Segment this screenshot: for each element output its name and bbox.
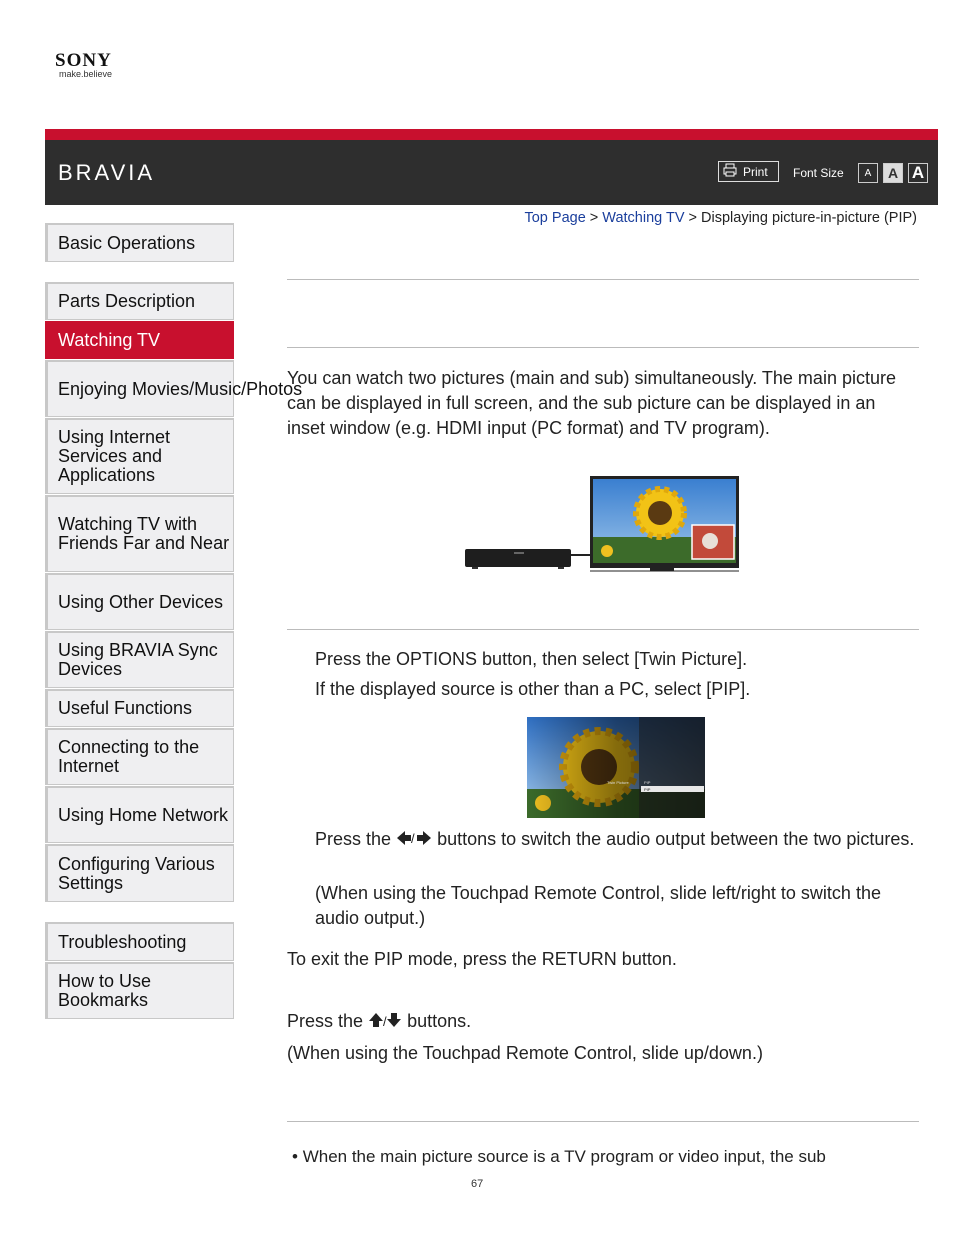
menu-twin-picture-label: Twin Picture <box>607 780 629 785</box>
header-accent-bar <box>45 129 938 140</box>
breadcrumb-separator: > <box>688 210 697 226</box>
step2-prefix: Press the <box>315 829 392 849</box>
twin-picture-menu-image <box>527 717 705 818</box>
sidebar-item-connecting-internet[interactable]: Connecting to the Internet <box>45 728 234 785</box>
note-text: When the main picture source is a TV program or video input, the sub <box>302 1147 826 1166</box>
svg-text:/: / <box>411 830 415 846</box>
left-right-arrow-icon <box>396 828 432 853</box>
brand-tagline: make.believe <box>59 69 113 79</box>
divider <box>287 629 919 630</box>
move-instructions <box>287 1009 471 1035</box>
sidebar-item-bookmarks[interactable]: How to Use Bookmarks <box>45 962 234 1019</box>
font-size-label: Font Size <box>793 166 844 180</box>
step2-text <box>315 827 915 853</box>
note-item <box>292 1146 826 1168</box>
step1-note: If the displayed source is other than a PC, select [PIP]. <box>315 679 751 699</box>
sidebar-item-internet-services[interactable]: Using Internet Services and Applications <box>45 418 234 494</box>
move-suffix: buttons. <box>407 1011 472 1031</box>
sony-logo: SONY <box>55 50 112 71</box>
step1-text: Press the OPTIONS button, then select [Twin Picture]. <box>315 649 748 669</box>
menu-option-2: PIP <box>644 787 651 792</box>
breadcrumb-watching-tv[interactable]: Watching TV <box>602 210 685 226</box>
sidebar-item-watching-with-friends[interactable]: Watching TV with Friends Far and Near <box>45 495 234 572</box>
sidebar-item-troubleshooting[interactable]: Troubleshooting <box>45 922 234 961</box>
sidebar-item-watching-tv[interactable]: Watching TV <box>45 321 234 359</box>
sidebar-item-basic-operations[interactable]: Basic Operations <box>45 223 234 262</box>
intro-paragraph: You can watch two pictures (main and sub) simultaneously. The main picture can be displayed in full screen, and the sub picture can be displayed in an inset window (e.g. HDMI input (PC format) and TV program). <box>287 368 896 438</box>
pip-illustration <box>464 475 740 573</box>
breadcrumb <box>524 210 917 226</box>
breadcrumb-current: Displaying picture-in-picture (PIP) <box>701 210 917 226</box>
sidebar-item-useful-functions[interactable]: Useful Functions <box>45 689 234 727</box>
breadcrumb-top-page[interactable]: Top Page <box>524 210 586 226</box>
page-number: 67 <box>471 1178 484 1190</box>
up-down-arrow-icon <box>368 1010 402 1035</box>
step2-suffix: buttons to switch the audio output between the two pictures. <box>437 829 915 849</box>
sidebar-item-enjoying-media[interactable]: Enjoying Movies/Music/Photos <box>45 360 234 417</box>
move-note: (When using the Touchpad Remote Control, slide up/down.) <box>287 1043 763 1063</box>
sidebar-item-home-network[interactable]: Using Home Network <box>45 786 234 843</box>
breadcrumb-separator: > <box>589 210 599 226</box>
print-label: Print <box>743 164 768 179</box>
sidebar-item-parts-description[interactable]: Parts Description <box>45 282 234 320</box>
sidebar-item-configuring-settings[interactable]: Configuring Various Settings <box>45 844 234 902</box>
bullet-icon: • <box>292 1147 298 1166</box>
menu-option-1: PIP <box>644 780 651 785</box>
print-button[interactable] <box>718 161 779 182</box>
sidebar-item-bravia-sync[interactable]: Using BRAVIA Sync Devices <box>45 631 234 688</box>
divider <box>287 1121 919 1122</box>
bravia-logo: BRAVIA <box>58 160 156 185</box>
exit-instructions: To exit the PIP mode, press the RETURN button. <box>287 949 677 969</box>
divider <box>287 279 919 280</box>
move-prefix: Press the <box>287 1011 364 1031</box>
sidebar-item-other-devices[interactable]: Using Other Devices <box>45 573 234 630</box>
font-size-medium-button[interactable]: A <box>883 163 903 183</box>
font-size-small-button[interactable]: A <box>858 163 878 183</box>
font-size-large-button[interactable]: A <box>908 163 928 183</box>
svg-text:/: / <box>383 1013 387 1028</box>
printer-icon <box>723 163 737 180</box>
divider <box>287 347 919 348</box>
step2-note: (When using the Touchpad Remote Control, slide left/right to switch the audio output.) <box>315 883 881 928</box>
